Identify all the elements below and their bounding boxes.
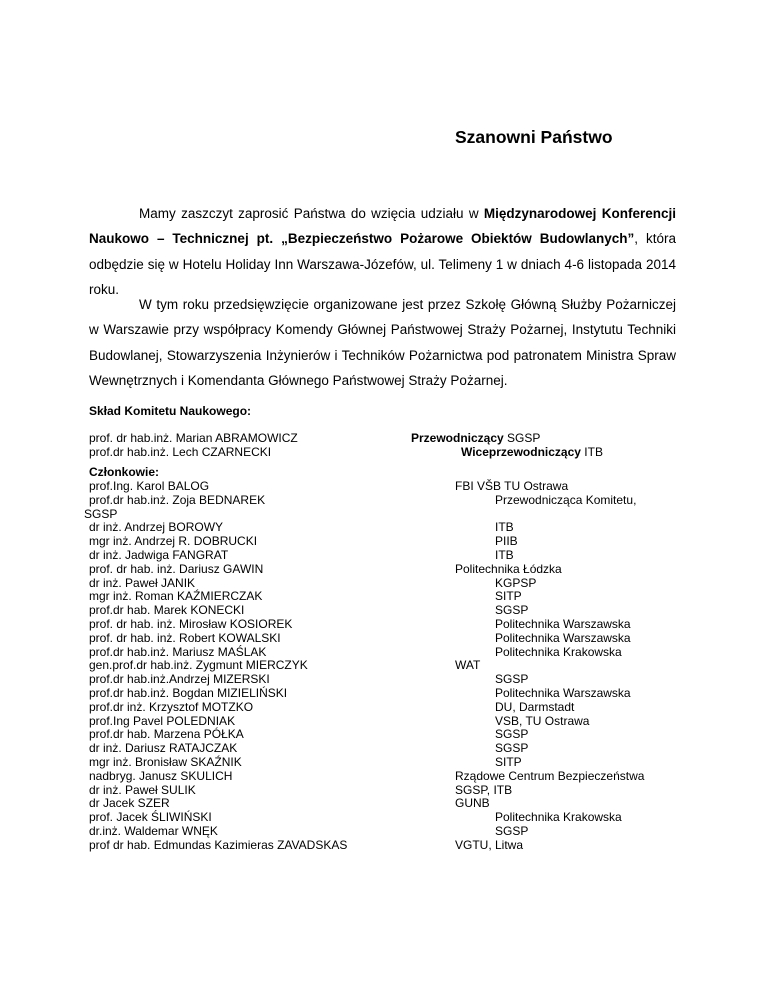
chairs-names — [89, 432, 298, 460]
member-affiliation: Politechnika Krakowska — [495, 644, 622, 659]
member-affiliation: Politechnika Krakowska — [495, 810, 622, 825]
member-affiliation: DU, Darmstadt — [495, 699, 575, 714]
member-affiliation: SITP — [495, 754, 522, 769]
member-name: prof.dr hab.inż. Bogdan MIZIELIŃSKI — [89, 685, 288, 700]
affiliations-list — [455, 480, 755, 853]
member-affiliation: Politechnika Warszawska — [495, 630, 631, 645]
member-name: prof.dr hab.inż.Andrzej MIZERSKI — [89, 672, 270, 687]
member-affiliation: Przewodnicząca Komitetu, — [495, 492, 637, 507]
member-affiliation — [455, 508, 755, 522]
member-affiliation: FBI VŠB TU Ostrawa — [455, 479, 569, 493]
organizers-paragraph: W tym roku przedsięwzięcie organizowane jest przez Szkołę Główną Służby Pożarniczej w Warszawie przy współpracy Komendy Głównej Państwowej Straży Pożarnej, Instytutu Techniki Budowlanej, Stowarzyszenia Inżynierów i Techników Pożarnictwa pod patronatem Ministra Spraw Wewnętrznych i Komendanta Głównego Państwowej Straży Pożarnej. — [89, 297, 676, 389]
member-affiliation: Politechnika Warszawska — [495, 685, 631, 700]
member-name: prof.dr hab. Marzena PÓŁKA — [89, 727, 244, 742]
vice-chair-role-line — [411, 446, 603, 460]
member-affiliation: SGSP — [495, 603, 529, 618]
committee-title: Skład Komitetu Naukowego: — [89, 404, 252, 418]
member-name: dr inż. Paweł JANIK — [89, 575, 196, 590]
member-name: prof. Jacek ŚLIWIŃSKI — [89, 810, 212, 825]
member-affiliation: SGSP, ITB — [455, 782, 513, 797]
vice-chair-affil: ITB — [584, 444, 603, 459]
member-name: dr inż. Jadwiga FANGRAT — [89, 547, 229, 562]
vice-chair-name: prof.dr hab.inż. Lech CZARNECKI — [89, 444, 272, 459]
member-affiliation: WAT — [455, 658, 481, 673]
member-name: mgr inż. Andrzej R. DOBRUCKI — [89, 534, 258, 549]
member-name: dr inż. Paweł SULIK — [89, 782, 196, 797]
member-name: prof. dr hab. inż. Mirosław KOSIOREK — [89, 616, 293, 631]
conference-name: Międzynarodowej Konferencji Naukowo – Technicznej pt. „Bezpieczeństwo Pożarowe Obiektów Budowlanych” — [89, 206, 677, 247]
member-affiliation: Rządowe Centrum Bezpieczeństwa — [455, 768, 645, 783]
member-affiliation: GUNB — [455, 796, 490, 811]
member-name: prof.Ing. Karol BALOG — [89, 479, 210, 493]
chair-role: Przewodniczący — [411, 431, 504, 445]
member-affiliation: SGSP — [495, 672, 529, 687]
member-name: mgr inż. Roman KAŹMIERCZAK — [89, 589, 263, 604]
member-name: prof.dr inż. Krzysztof MOTZKO — [89, 699, 254, 714]
member-affiliation: VSB, TU Ostrawa — [495, 713, 590, 728]
member-affiliation: ITB — [495, 547, 514, 562]
member-name: dr.inż. Waldemar WNĘK — [89, 823, 218, 838]
member-affiliation: SGSP — [495, 823, 529, 838]
chair-role-line — [411, 432, 603, 446]
member-name: gen.prof.dr hab.inż. Zygmunt MIERCZYK — [89, 658, 308, 673]
member-affil-wrap: SGSP — [84, 506, 118, 521]
member-affiliation: Politechnika Łódzka — [455, 561, 562, 576]
invitation-text-start: Mamy zaszczyt zaprosić Państwa do wzięcia udziału w — [139, 206, 484, 221]
member-affiliation: SGSP — [495, 741, 529, 756]
invitation-paragraph — [89, 201, 676, 303]
member-affiliation: SITP — [495, 589, 522, 604]
member-name: prof dr hab. Edmundas Kazimieras ZAVADSKAS — [89, 837, 348, 852]
members-list — [84, 479, 348, 853]
member-name: dr inż. Andrzej BOROWY — [89, 520, 224, 535]
member-name: prof.dr hab.inż. Zoja BEDNAREK — [89, 492, 266, 507]
member-name: dr Jacek SZER — [89, 796, 170, 811]
member-affiliation: Politechnika Warszawska — [495, 616, 631, 631]
member-name: prof. dr hab. inż. Robert KOWALSKI — [89, 630, 281, 645]
member-name: prof.dr hab.inż. Mariusz MAŚLAK — [89, 644, 267, 659]
member-name: dr inż. Dariusz RATAJCZAK — [89, 741, 238, 756]
member-name: prof.dr hab. Marek KONECKI — [89, 603, 245, 618]
vice-chair-role: Wiceprzewodniczący — [461, 444, 581, 459]
chair-affil: SGSP — [507, 431, 541, 445]
chair-name: prof. dr hab.inż. Marian ABRAMOWICZ — [89, 431, 298, 445]
member-affiliation: VGTU, Litwa — [455, 837, 524, 852]
member-name: nadbryg. Janusz SKULICH — [89, 768, 233, 783]
member-affiliation: KGPSP — [495, 575, 537, 590]
page-title: Szanowni Państwo — [455, 127, 613, 147]
member-name: mgr inż. Bronisław SKAŹNIK — [89, 754, 242, 769]
invitation-text-end: , która odbędzie się w Hotelu Holiday Inn Warszawa-Józefów, ul. Telimeny 1 w dniach 4-6 listopada 2014 roku. — [89, 231, 677, 298]
member-affiliation: ITB — [495, 520, 514, 535]
chairs-roles — [411, 432, 603, 460]
member-name: prof. dr hab. inż. Dariusz GAWIN — [89, 561, 264, 576]
members-label: Członkowie: — [89, 465, 160, 479]
member-affiliation: SGSP — [495, 727, 529, 742]
member-name: prof.Ing Pavel POLEDNIAK — [89, 713, 236, 728]
member-affiliation: PIIB — [495, 534, 518, 549]
